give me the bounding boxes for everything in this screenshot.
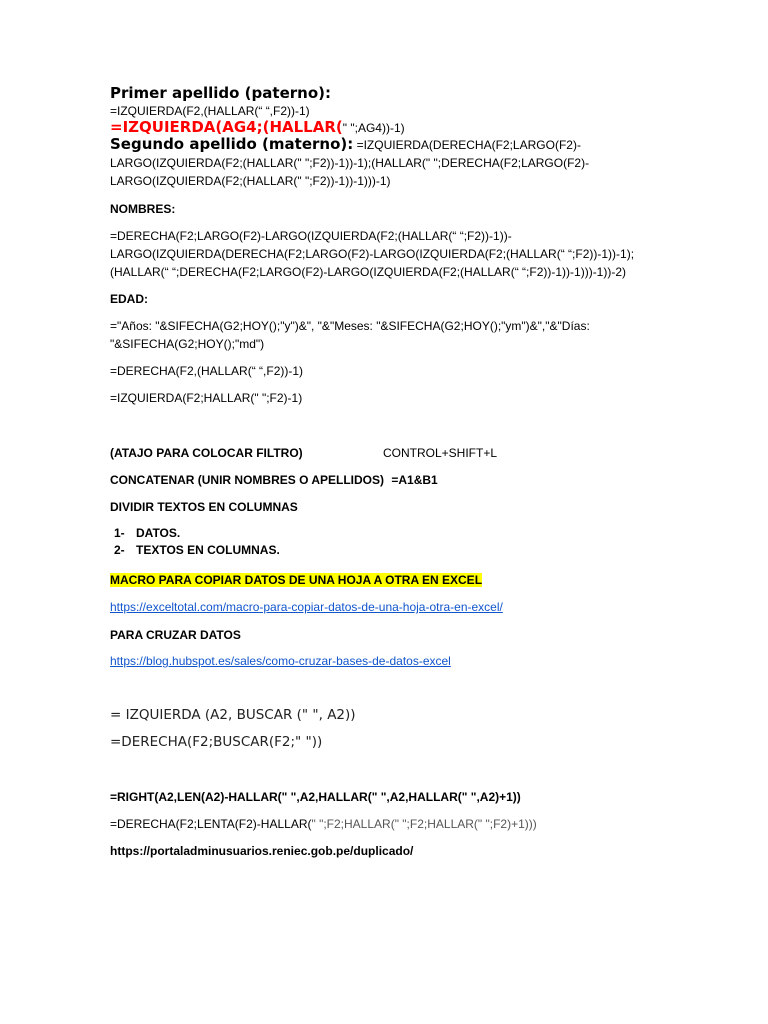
buscar-formula-derecha: =DERECHA(F2;BUSCAR(F2;" ")) — [110, 734, 323, 750]
list-item-text: DATOS. — [136, 526, 181, 540]
atajo-line — [110, 444, 650, 462]
concat-value: =A1&B1 — [391, 473, 438, 487]
lenta-formula — [110, 815, 650, 833]
formula-materno-part1: =IZQUIERDA(DERECHA(F2;LARGO(F2)- — [353, 138, 581, 152]
atajo-label: (ATAJO PARA COLOCAR FILTRO) — [110, 446, 303, 460]
macro-line — [110, 571, 650, 589]
concat-line — [110, 471, 650, 489]
derecha-formula: =DERECHA(F2,(HALLAR(“ “,F2))-1) — [110, 364, 304, 378]
segundo-apellido-line — [110, 135, 650, 154]
formula-red-part: =IZQUIERDA(AG4;(HALLAR( — [110, 118, 343, 136]
macro-link[interactable]: https://exceltotal.com/macro-para-copiar-datos-de-una-hoja-otra-en-excel/ — [110, 600, 503, 614]
cruzar-link-line — [110, 652, 650, 670]
heading-segundo-apellido: Segundo apellido (materno): — [110, 135, 354, 153]
dividir-label: DIVIDIR TEXTOS EN COLUMNAS — [110, 500, 298, 514]
list-item-number: 2- — [114, 543, 125, 557]
formula-izquierda-paterno: =IZQUIERDA(F2,(HALLAR(“ “,F2))-1) — [110, 104, 310, 118]
cruzar-link[interactable]: https://blog.hubspot.es/sales/como-cruzar-bases-de-datos-excel — [110, 654, 451, 668]
right-len-formula: =RIGHT(A2,LEN(A2)-HALLAR(" ",A2,HALLAR(" ",A2,HALLAR(" ",A2)+1)) — [110, 790, 521, 804]
edad-formula-line1: ="Años: "&SIFECHA(G2;HOY();"y")&", "&"Meses: "&SIFECHA(G2;HOY();"ym")&","&"Días: — [110, 319, 590, 333]
formula-rest-part: " ";AG4))-1) — [342, 121, 405, 135]
concat-label: CONCATENAR (UNIR NOMBRES O APELLIDOS) — [110, 473, 384, 487]
lenta-formula-part1: =DERECHA(F2;LENTA(F2)-HALLAR( — [110, 817, 312, 831]
atajo-value: CONTROL+SHIFT+L — [383, 446, 498, 460]
nombres-formula-line1: =DERECHA(F2;LARGO(F2)-LARGO(IZQUIERDA(F2;(HALLAR(“ “;F2))-1))- — [110, 229, 512, 243]
buscar-formula-izquierda: = IZQUIERDA (A2, BUSCAR (" ", A2)) — [110, 707, 356, 723]
izquierda-formula: =IZQUIERDA(F2;HALLAR(" ";F2)-1) — [110, 391, 303, 405]
formula-materno-line2: LARGO(IZQUIERDA(F2;(HALLAR(" ";F2))-1))-1);(HALLAR(" ";DERECHA(F2;LARGO(F2)- — [110, 156, 590, 170]
macro-link-line — [110, 598, 650, 616]
nombres-formula-line3: (HALLAR(“ “;DERECHA(F2;LARGO(F2)-LARGO(IZQUIERDA(F2;(HALLAR(“ “;F2))-1))-1)))-1))-2) — [110, 265, 627, 279]
list-item — [114, 543, 280, 557]
edad-formula-line2: "&SIFECHA(G2;HOY();"md") — [110, 337, 265, 351]
list-item-number: 1- — [114, 526, 125, 540]
macro-label-highlighted: MACRO PARA COPIAR DATOS DE UNA HOJA A OTRA EN EXCEL — [110, 573, 483, 587]
nombres-formula-line2: LARGO(IZQUIERDA(DERECHA(F2;LARGO(F2)-LARGO(IZQUIERDA(F2;(HALLAR(“ “;F2))-1))-1); — [110, 247, 635, 261]
lenta-formula-part2: " ";F2;HALLAR(" ";F2;HALLAR(" ";F2)+1))) — [311, 817, 537, 831]
nombres-label: NOMBRES: — [110, 202, 176, 216]
cruzar-label: PARA CRUZAR DATOS — [110, 628, 241, 642]
formula-materno-line3: LARGO(IZQUIERDA(F2;(HALLAR(" ";F2))-1))-1)))-1) — [110, 174, 391, 188]
heading-primer-apellido: Primer apellido (paterno): — [110, 84, 331, 102]
edad-label: EDAD: — [110, 292, 148, 306]
reniec-url: https://portaladminusuarios.reniec.gob.pe/duplicado/ — [110, 844, 414, 858]
list-item-text: TEXTOS EN COLUMNAS. — [136, 543, 280, 557]
list-item — [114, 526, 180, 540]
